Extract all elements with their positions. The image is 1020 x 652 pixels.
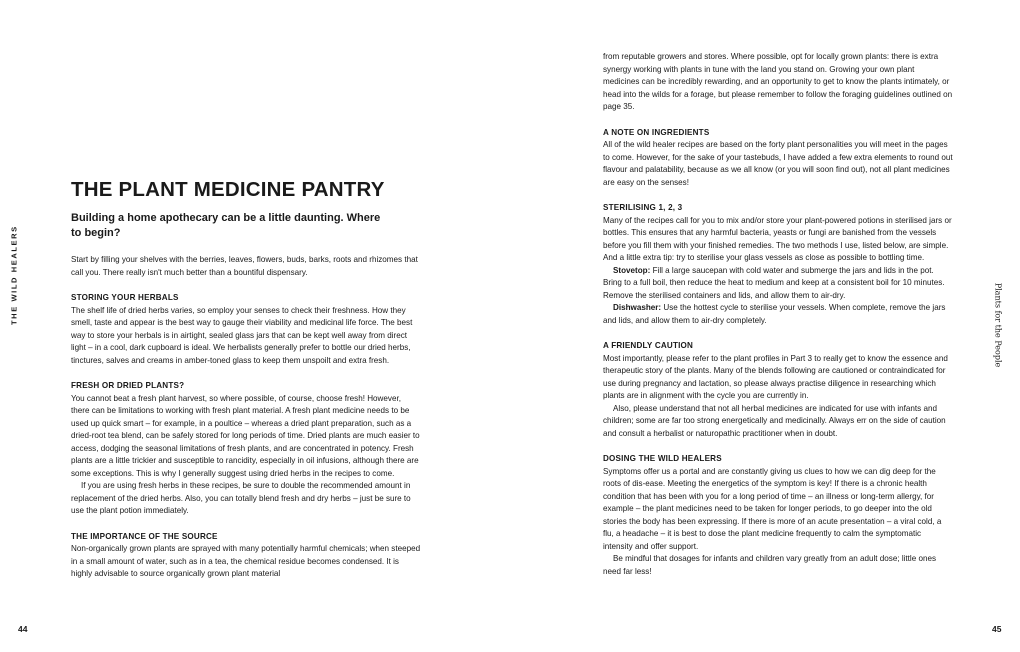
section-heading: DOSING THE WILD HEALERS — [603, 454, 722, 463]
method-text: Fill a large saucepan with cold water and submerge the jars and lids in the pot. Bring to a full boil, then reduce the heat to medium and keep at a consistent boil for 10 minutes. Remove the sterilised containers and lids, and allow them to air-dry. — [603, 265, 945, 300]
intro-paragraph: Start by filling your shelves with the berries, leaves, flowers, buds, barks, roots and rhizomes that call you. There really isn't much better than a bountiful dispensary. — [71, 255, 418, 277]
section-friendly-caution — [603, 340, 953, 440]
section-sterilising — [603, 202, 953, 327]
page-number-right: 45 — [992, 624, 1002, 634]
section-paragraph: You cannot beat a fresh plant harvest, so where possible, of course, choose fresh! However, there can be limitations to working with fresh plant material. A fresh plant medicine needs to be used up quick smart – for example, in a poultice – whereas a dried plant preparation, such as a dried-root tea blend, can be safely stored for long periods of time. Dried plants are much easier to access, dodging the seasonal limitations of fresh plants, and are concentrated in potency. Fresh plants are a little trickier and susceptible to rancidity, especially in oil infusions, although there are some exceptions. This is why I generally suggest using dried herbs in the recipes to come. — [71, 393, 420, 478]
section-heading: STERILISING 1, 2, 3 — [603, 203, 683, 212]
section-heading: THE IMPORTANCE OF THE SOURCE — [71, 531, 218, 541]
left-column — [71, 178, 421, 581]
method-label: Stovetop: — [613, 265, 651, 275]
method-dishwasher — [603, 302, 953, 327]
section-paragraph: Symptoms offer us a portal and are constantly giving us clues to how we can dig deep for the roots of dis-ease. Meeting the energetics of the symptom is key! If there is a chronic health condition that has been with you for a long period of time – an illness or long-term allergy, for example – the plant medicines need to be taken for longer periods, to go deeper into the old stories the body has been expressing. If there is more of an acute presentation – a viral cold, a flu, a headache – it is best to dose the plant medicine frequently to calm the symptomatic intensity and offer support. — [603, 466, 942, 551]
section-heading: A FRIENDLY CAUTION — [603, 341, 694, 350]
section-paragraph: Be mindful that dosages for infants and children vary greatly from an adult dose; little ones need far less! — [603, 554, 937, 576]
method-stovetop — [603, 265, 953, 303]
page-subtitle: Building a home apothecary can be a little daunting. Where to begin? — [71, 212, 381, 239]
page-number-left: 44 — [18, 624, 28, 634]
right-column — [603, 51, 953, 578]
section-heading: STORING YOUR HERBALS — [71, 293, 179, 302]
method-label: Dishwasher: — [613, 303, 662, 312]
section-paragraph: Many of the recipes call for you to mix and/or store your plant-powered potions in sterilised jars or bottles. This ensures that any harmful bacteria, yeasts or fungi are banished from the vessels before you fill them with your finished remedies. The two methods I use, listed below, are simple. And a little extra tip: try to sterilise your glass vessels as close as possible to bottling time. — [603, 215, 952, 262]
section-paragraph: Non-organically grown plants are sprayed with many potentially harmful chemicals; when steeped in a small amount of water, such as in a tea, the chemical residue becomes condensed. It is highly advisable to source organically grown plant material — [71, 544, 421, 578]
section-paragraph: Also, please understand that not all herbal medicines are indicated for use with infants and children; some are far too strong energetically and medicinally. Always err on the side of caution and consult a herbalist or naturopathic practitioner when in doubt. — [603, 403, 946, 438]
section-fresh-or-dried — [71, 380, 421, 518]
section-note-on-ingredients — [603, 127, 953, 190]
section-paragraph: Most importantly, please refer to the plant profiles in Part 3 to really get to know the essence and therapeutic story of the plants. Many of the blends following are cautioned or contraindicated for use during pregnancy and lactation, so please always practise diligence in researching which plants are in alignment with the cycle you are currently in. — [603, 353, 948, 400]
method-text: Use the hottest cycle to sterilise your vessels. When complete, remove the jars and lids, and allow them to air-dry completely. — [603, 303, 946, 325]
running-head-left: THE WILD HEALERS — [9, 225, 19, 325]
section-heading: A NOTE ON INGREDIENTS — [603, 127, 710, 137]
section-importance-of-source — [71, 531, 421, 581]
section-storing-herbals — [71, 292, 421, 367]
continued-paragraph: from reputable growers and stores. Where possible, opt for locally grown plants: there is extra synergy working with plants in tune with the land you stand on. Growing your own plant medicines can be incredibly rewarding, and an opportunity to get to know the plants intimately, or head into the wilds for a forage, but please remember to follow the foraging guidelines outlined on page 35. — [603, 52, 953, 111]
section-paragraph: The shelf life of dried herbs varies, so employ your senses to check their freshness. How they smell, taste and appear is the best way to gauge their viability and medicinal life force. The best way to store your herbals is in airtight, sealed glass jars that can be kept well away from direct light – in a cool, dark cupboard is ideal. We herbalists generally prefer to bottle our dried herbs, tinctures, salves and creams in amber-toned glass to keep them unspoilt and extra fresh. — [71, 305, 413, 365]
right-page — [510, 0, 1020, 652]
section-paragraph: If you are using fresh herbs in these recipes, be sure to double the recommended amount in replacement of the dried herbs. Also, you can totally blend fresh and dry herbs – just be sure to use the plant potion immediately. — [71, 481, 411, 515]
section-paragraph: All of the wild healer recipes are based on the forty plant personalities you will meet in the pages to come. However, for the sake of your tastebuds, I have added a few extra elements to round out flavour and palatability, because as we all know (or you will soon find out), not all plant medicines are easy on the senses! — [603, 140, 953, 187]
page-title: THE PLANT MEDICINE PANTRY — [71, 178, 385, 201]
section-dosing — [603, 453, 953, 578]
running-head-right: Plants for the People — [993, 282, 1003, 368]
section-heading: FRESH OR DRIED PLANTS? — [71, 381, 185, 390]
